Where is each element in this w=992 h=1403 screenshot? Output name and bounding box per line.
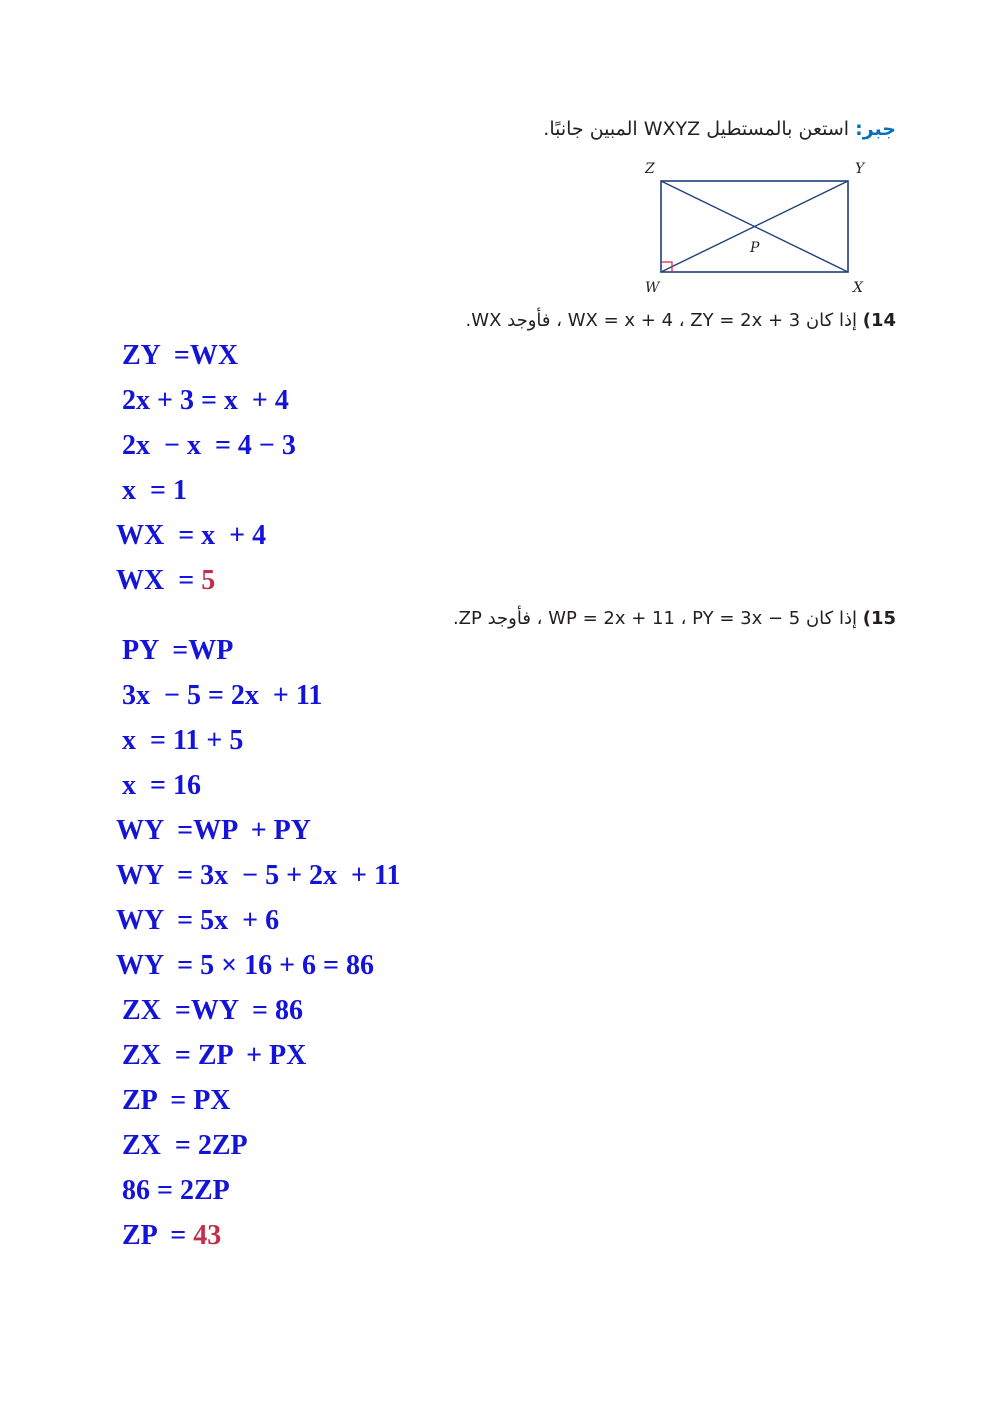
solution-15-line: ZX = ZP + PX <box>122 1040 307 1071</box>
solution-15-final-line <box>122 1220 221 1252</box>
solution-14-line: 2x − x = 4 − 3 <box>122 430 296 461</box>
question-14-number: 14) <box>862 310 896 331</box>
solution-15-line: x = 16 <box>122 770 201 801</box>
solution-15-line: ZX = 2ZP <box>122 1130 248 1161</box>
solution-14-line: 2x + 3 = x + 4 <box>122 385 289 416</box>
algebra-tag: جبر: <box>855 118 896 140</box>
solution-14-line: WX = x + 4 <box>116 520 267 551</box>
vertex-label-z: Z <box>645 161 655 177</box>
solution-15-line: WY = 5x + 6 <box>116 905 280 936</box>
solution-14-final-prefix: WX = <box>116 565 202 596</box>
solution-15-line: WY = 3x − 5 + 2x + 11 <box>116 860 401 891</box>
solution-14-line: ZY =WX <box>122 340 239 371</box>
solution-14-line: x = 1 <box>122 475 187 506</box>
solution-15-line: x = 11 + 5 <box>122 725 244 756</box>
question-14 <box>466 310 896 331</box>
solution-15-line: 86 = 2ZP <box>122 1175 230 1206</box>
solution-15-line: WY =WP + PY <box>116 815 311 846</box>
question-15-number: 15) <box>862 608 896 629</box>
question-15-text: إذا كان WP = 2x + 11 ، PY = 3x − 5 ، فأوجد ZP. <box>452 608 857 629</box>
answer-15: 43 <box>193 1220 222 1251</box>
heading-text: استعن بالمستطيل WXYZ المبين جانبًا. <box>543 118 850 140</box>
solution-15-line: ZX =WY = 86 <box>122 995 303 1026</box>
solution-15-line: 3x − 5 = 2x + 11 <box>122 680 323 711</box>
question-14-text: إذا كان WX = x + 4 ، ZY = 2x + 3 ، فأوجد WX. <box>465 310 857 331</box>
solution-15-line: PY =WP <box>122 635 234 666</box>
center-label-p: P <box>750 240 760 256</box>
answer-14: 5 <box>201 565 216 596</box>
vertex-label-w: W <box>645 280 660 296</box>
vertex-label-x: X <box>853 280 863 296</box>
solution-14-final-line <box>116 565 215 597</box>
rectangle-figure <box>0 0 992 310</box>
solution-15-line: ZP = PX <box>122 1085 231 1116</box>
solution-15-final-prefix: ZP = <box>122 1220 194 1251</box>
vertex-label-y: Y <box>855 161 865 177</box>
question-15 <box>453 608 896 629</box>
solution-15-line: WY = 5 × 16 + 6 = 86 <box>116 950 375 981</box>
